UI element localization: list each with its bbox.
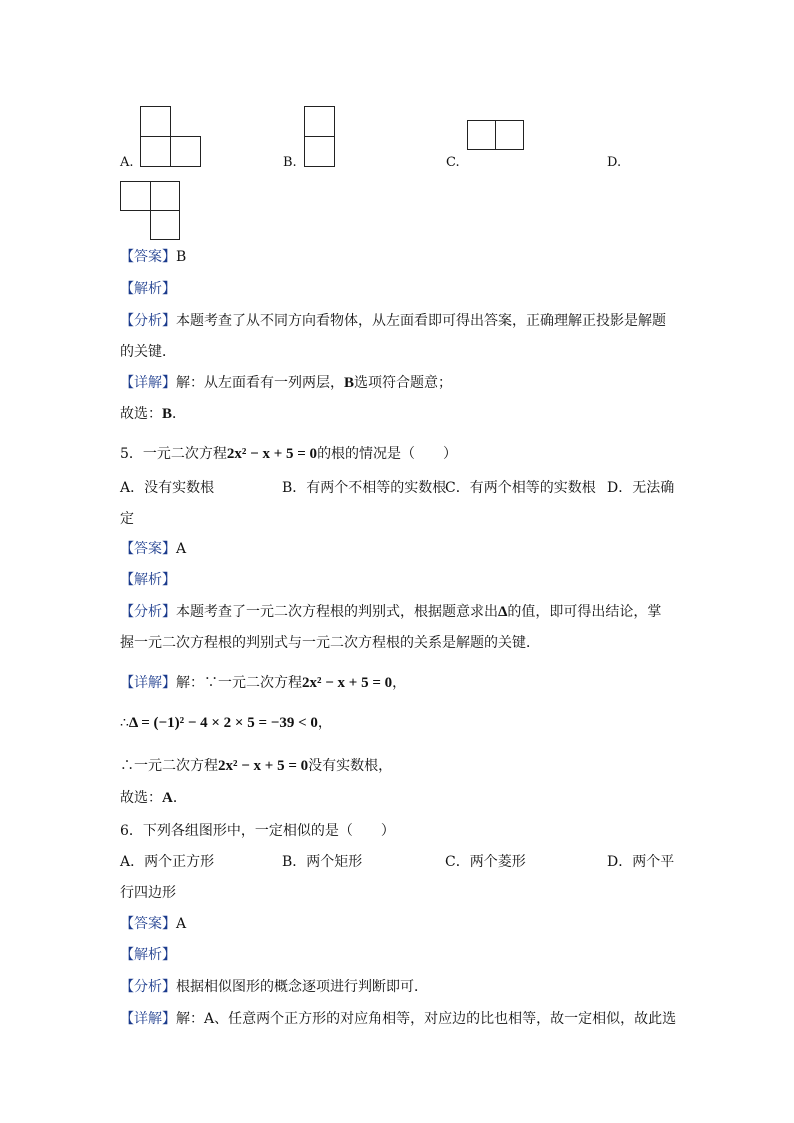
q4-analysis-heading	[120, 279, 176, 299]
figure-option-b	[304, 106, 335, 168]
option-d: D．无法确	[607, 480, 675, 496]
stem-prefix: 5．一元二次方程	[120, 446, 227, 462]
q6-option-d-continued	[120, 883, 176, 903]
option-c: C．两个菱形	[445, 854, 526, 870]
math-b: B	[162, 406, 173, 422]
analysis-tag: 【解析】	[120, 572, 176, 588]
option-d-cont: 定	[120, 511, 134, 527]
fenxi-text: 本题考查了从不同方向看物体，从左面看即可得出答案，正确理解正投影是解题	[176, 313, 666, 329]
figure-option-a	[140, 106, 202, 168]
analysis-tag: 【解析】	[120, 281, 176, 297]
q4-detail	[120, 373, 452, 393]
option-a: A．没有实数根	[120, 480, 215, 496]
detail-text: 选项符合题意；	[354, 375, 453, 391]
fenxi-text: 握一元二次方程根的判别式与一元二次方程根的关系是解题的关键．	[120, 635, 540, 651]
fenxi-text: 的值，即可得出结论，掌	[507, 604, 662, 620]
fenxi-tag: 【分析】	[120, 313, 176, 329]
choose-prefix: 故选：	[120, 406, 162, 422]
q6-fenxi	[120, 977, 428, 997]
detail-text: 解：A、任意两个正方形的对应角相等，对应边的比也相等，故一定相似，故此选	[176, 1011, 677, 1027]
math-a: A	[162, 790, 173, 806]
option-c-label: C.	[446, 155, 460, 170]
q5-detail	[120, 673, 406, 693]
detail-tag: 【详解】	[120, 1011, 176, 1027]
q4-fenxi-line-2	[120, 342, 176, 362]
answer-value: A	[176, 541, 187, 557]
q6-stem	[120, 821, 395, 841]
option-b: B．两个矩形	[282, 854, 363, 870]
delta-symbol: Δ	[498, 604, 508, 620]
q5-delta-line	[120, 713, 332, 733]
therefore-symbol: ∴	[120, 715, 129, 731]
q5-answer	[120, 539, 186, 559]
option-d: D．两个平	[607, 854, 675, 870]
option-d-label: D.	[607, 155, 622, 170]
figure-option-c	[467, 120, 524, 150]
delta-formula: Δ = (−1)² − 4 × 2 × 5 = −39 < 0	[128, 715, 318, 731]
equation: 2x² − x + 5 = 0	[226, 446, 318, 462]
comma: ，	[317, 715, 332, 731]
conclusion-text: ∴一元二次方程	[120, 758, 218, 774]
q4-choose	[120, 404, 186, 424]
option-a-label: A.	[120, 155, 134, 170]
fenxi-text: 的关键．	[120, 344, 176, 360]
answer-tag: 【答案】	[120, 249, 176, 265]
detail-tag: 【详解】	[120, 675, 176, 691]
q4-fenxi-line-1	[120, 311, 666, 331]
conclusion-text: 没有实数根，	[308, 758, 393, 774]
q5-option-d-continued	[120, 509, 134, 529]
q5-fenxi-line-2	[120, 633, 540, 653]
q5-analysis-heading	[120, 570, 176, 590]
analysis-tag: 【解析】	[120, 947, 176, 963]
fenxi-tag: 【分析】	[120, 979, 176, 995]
option-b-label: B.	[283, 155, 297, 170]
fenxi-tag: 【分析】	[120, 604, 176, 620]
q5-fenxi-line-1	[120, 602, 661, 622]
choose-prefix: 故选：	[120, 790, 162, 806]
detail-text: 解：从左面看有一列两层，	[176, 375, 344, 391]
period: ．	[172, 790, 187, 806]
stem-text: 6．下列各组图形中，一定相似的是（ ）	[120, 823, 395, 839]
answer-tag: 【答案】	[120, 916, 176, 932]
answer-tag: 【答案】	[120, 541, 176, 557]
option-d-cont: 行四边形	[120, 885, 176, 901]
answer-value: A	[176, 916, 187, 932]
option-b: B．有两个不相等的实数根	[282, 480, 447, 496]
stem-suffix: 的根的情况是（ ）	[317, 446, 458, 462]
q4-answer	[120, 247, 186, 267]
fenxi-text: 本题考查了一元二次方程根的判别式，根据题意求出	[176, 604, 498, 620]
q5-conclusion	[120, 756, 392, 776]
period: ．	[172, 406, 187, 422]
answer-value: B	[176, 249, 187, 265]
equation: 2x² − x + 5 = 0	[218, 758, 309, 774]
fenxi-text: 根据相似图形的概念逐项进行判断即可．	[176, 979, 428, 995]
q5-choose	[120, 788, 187, 808]
math-b: B	[344, 375, 355, 391]
detail-tag: 【详解】	[120, 375, 176, 391]
q6-answer	[120, 914, 186, 934]
option-a: A．两个正方形	[120, 854, 215, 870]
q5-stem	[120, 444, 457, 464]
detail-text: 解：∵一元二次方程	[176, 675, 302, 691]
figure-option-d	[120, 181, 180, 240]
q6-detail	[120, 1009, 676, 1029]
equation: 2x² − x + 5 = 0	[302, 675, 393, 691]
q6-analysis-heading	[120, 945, 176, 965]
option-c: C．有两个相等的实数根	[445, 480, 596, 496]
comma: ，	[392, 675, 407, 691]
